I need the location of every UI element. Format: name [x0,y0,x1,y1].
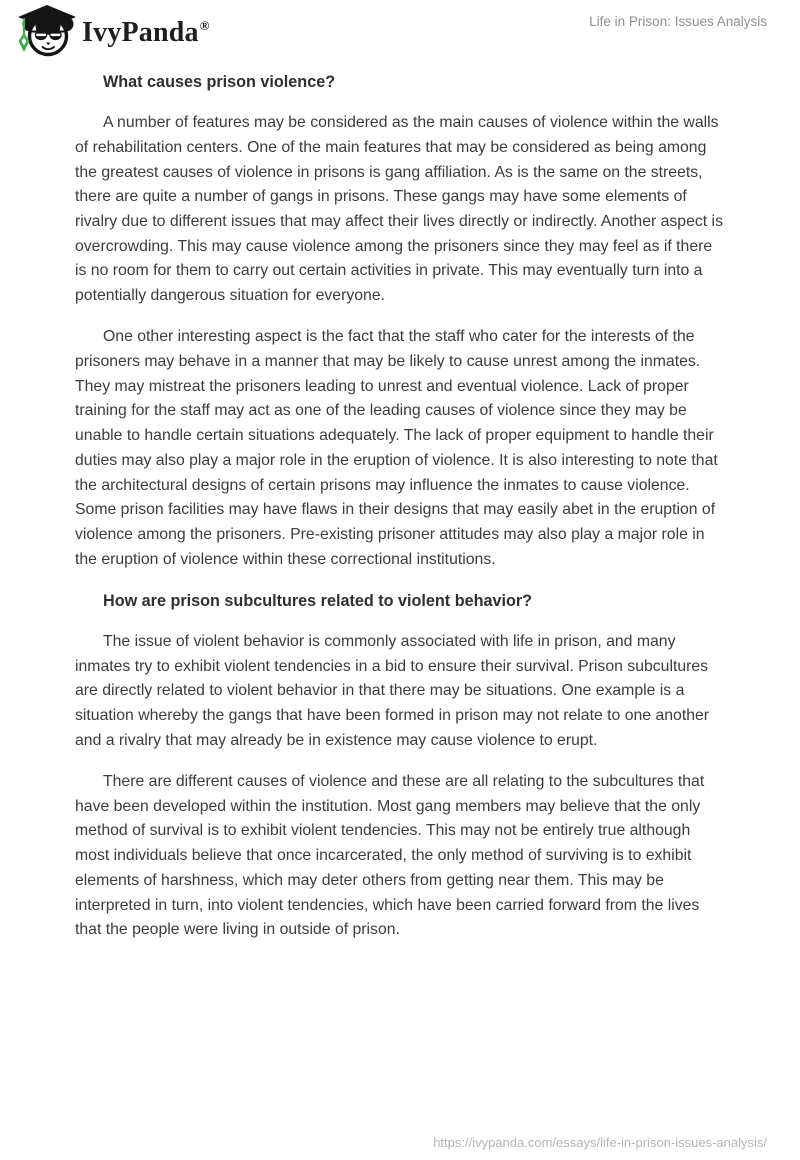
source-url: https://ivypanda.com/essays/life-in-prison-issues-analysis/ [433,1135,767,1150]
paragraph: A number of features may be considered as the main causes of violence within the walls of rehabilitation centers. One of the main features that may be considered as being among the greatest causes of violence in prisons is gang affiliation. As is the same on the streets, there are quite a number of gangs in prisons. These gangs may have some elements of rivalry due to different issues that may affect their lives directly or indirectly. Another aspect is overcrowding. This may cause violence among the prisoners since they may feel as if there is no room for them to carry out certain activities in private. This may eventually turn into a potentially dangerous situation for everyone. [75,114,723,305]
paragraph: One other interesting aspect is the fact that the staff who cater for the interests of the prisoners may behave in a manner that may be likely to cause unrest among the inmates. They may mistreat the prisoners leading to unrest and eventual violence. Lack of proper training for the staff may act as one of the leading causes of violence since they may be unable to handle certain situations adequately. The lack of proper equipment to handle their duties may also play a major role in the eruption of violence. It is also interesting to note that the architectural designs of certain prisons may influence the inmates to cause violence. Some prison facilities may have flaws in their designs that may easily abet in the eruption of violence among the prisoners. Pre-existing prisoner attitudes may also play a major role in the eruption of violence within these correctional institutions. [75,328,718,568]
registered-trademark-symbol: ® [199,18,210,33]
section-heading-prison-subcultures: How are prison subcultures related to violent behavior? [103,591,533,610]
brand-wordmark [82,17,210,49]
paragraph: There are different causes of violence and these are all relating to the subcultures that have been developed within the institution. Most gang members may believe that the only method of survival is to exhibit violent tendencies. This may not be entirely true although most individuals believe that once incarcerated, the only method of surviving is to exhibit elements of harshness, which may deter others from getting near them. This may be interpreted in turn, into violent tendencies, which have been carried forward from the lives that the people were living in outside of prison. [75,773,705,939]
essay-body [75,70,727,960]
brand-name: IvyPanda [82,17,199,48]
document-title: Life in Prison: Issues Analysis [589,14,767,29]
section-heading-prison-violence-causes: What causes prison violence? [103,73,336,91]
panda-graduation-cap-icon [13,4,77,58]
paragraph: The issue of violent behavior is commonly associated with life in prison, and many inmates try to exhibit violent tendencies in a bid to ensure their survival. Prison subcultures are directly related to violent behavior in that there may be situations. One example is a situation whereby the gangs that have been formed in prison may not relate to one another and a rivalry that may already be in existence may cause violence to erupt. [75,633,710,749]
page-header [0,0,800,62]
